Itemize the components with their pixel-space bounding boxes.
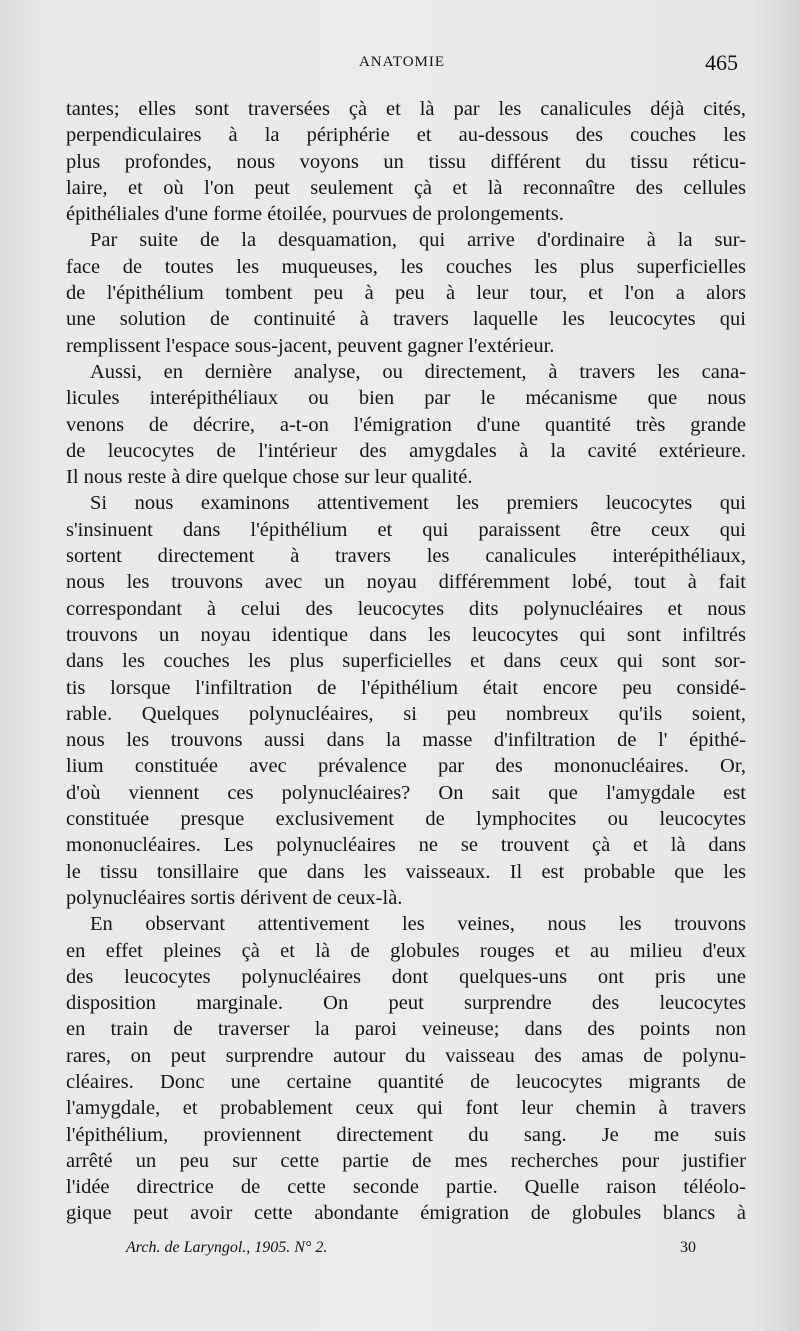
text-line: épithéliales d'une forme étoilée, pourvues de prolongements. [66,203,564,226]
text-line: correspondant à celui des leucocytes dits polynucléaires et nous [66,597,746,620]
page-number: 465 [705,50,738,75]
text-line: cléaires. Donc une certaine quantité de leucocytes migrants de [66,1070,746,1093]
text-line: l'idée directrice de cette seconde partie. Quelle raison téléolo- [66,1176,746,1199]
text-line: disposition marginale. On peut surprendre des leucocytes [66,992,746,1015]
text-line: s'insinuent dans l'épithélium et qui paraissent être ceux qui [66,518,746,541]
page-footer [126,1239,696,1263]
text-line: de leucocytes de l'intérieur des amygdales à la cavité extérieure. [66,439,746,462]
text-line: en effet pleines çà et là de globules rouges et au milieu d'eux [66,939,746,962]
text-line: de l'épithélium tombent peu à peu à leur tour, et l'on a alors [66,282,746,305]
text-line: rable. Quelques polynucléaires, si peu nombreux qu'ils soient, [66,702,746,725]
text-line: En observant attentivement les veines, nous les trouvons [90,913,746,936]
text-line: tantes; elles sont traversées çà et là par les canalicules déjà cités, [66,98,746,120]
text-line: mononucléaires. Les polynucléaires ne se trouvent çà et là dans [66,834,746,857]
text-line: Aussi, en dernière analyse, ou directement, à travers les cana- [90,360,746,383]
text-line: Si nous examinons attentivement les premiers leucocytes qui [90,492,746,515]
text-line: face de toutes les muqueuses, les couches les plus superficielles [66,255,746,278]
text-line: Il nous reste à dire quelque chose sur leur qualité. [66,466,473,489]
text-line: rares, on peut surprendre autour du vaisseau des amas de polynu- [66,1044,746,1067]
text-line: constituée presque exclusivement de lymphocites ou leucocytes [66,808,746,831]
text-line: d'où viennent ces polynucléaires? On sait que l'amygdale est [66,781,746,804]
body-text [66,96,746,1227]
text-line: trouvons un noyau identique dans les leucocytes qui sont infiltrés [66,623,746,646]
text-line: tis lorsque l'infiltration de l'épithélium était encore peu considé- [66,676,746,699]
text-line: des leucocytes polynucléaires dont quelques-uns ont pris une [66,965,746,988]
text-line: laire, et où l'on peut seulement çà et là reconnaître des cellules [66,176,746,199]
text-line: nous les trouvons avec un noyau différemment lobé, tout à fait [66,571,746,594]
text-line: gique peut avoir cette abondante émigration de globules blancs à [66,1202,746,1225]
page-header [66,50,738,74]
footer-citation: Arch. de Laryngol., 1905. N° 2. [126,1239,328,1256]
signature-mark: 30 [680,1239,696,1256]
text-line: dans les couches les plus superficielles et dans ceux qui sont sor- [66,650,746,673]
text-line: Par suite de la desquamation, qui arrive d'ordinaire à la sur- [90,229,746,252]
text-line: sortent directement à travers les canalicules interépithéliaux, [66,545,746,568]
text-line: nous les trouvons aussi dans la masse d'infiltration de l' épithé- [66,729,746,752]
text-line: en train de traverser la paroi veineuse; dans des points non [66,1018,746,1041]
text-line: arrêté un peu sur cette partie de mes recherches pour justifier [66,1149,746,1172]
text-line: l'amygdale, et probablement ceux qui font leur chemin à travers [66,1097,746,1120]
text-line: l'épithélium, proviennent directement du sang. Je me suis [66,1123,746,1146]
text-line: licules interépithéliaux ou bien par le mécanisme que nous [66,387,746,410]
text-line: le tissu tonsillaire que dans les vaisseaux. Il est probable que les [66,860,746,883]
text-line: lium constituée avec prévalence par des mononucléaires. Or, [66,755,746,778]
running-head: ANATOMIE [358,54,446,70]
text-line: venons de décrire, a-t-on l'émigration d'une quantité très grande [66,413,746,436]
text-line: remplissent l'espace sous-jacent, peuvent gagner l'extérieur. [66,334,555,357]
text-line: une solution de continuité à travers laquelle les leucocytes qui [66,308,746,331]
text-line: plus profondes, nous voyons un tissu différent du tissu réticu- [66,150,746,173]
text-line: perpendiculaires à la périphérie et au-dessous des couches les [66,124,746,147]
text-line: polynucléaires sortis dérivent de ceux-là. [66,886,403,909]
